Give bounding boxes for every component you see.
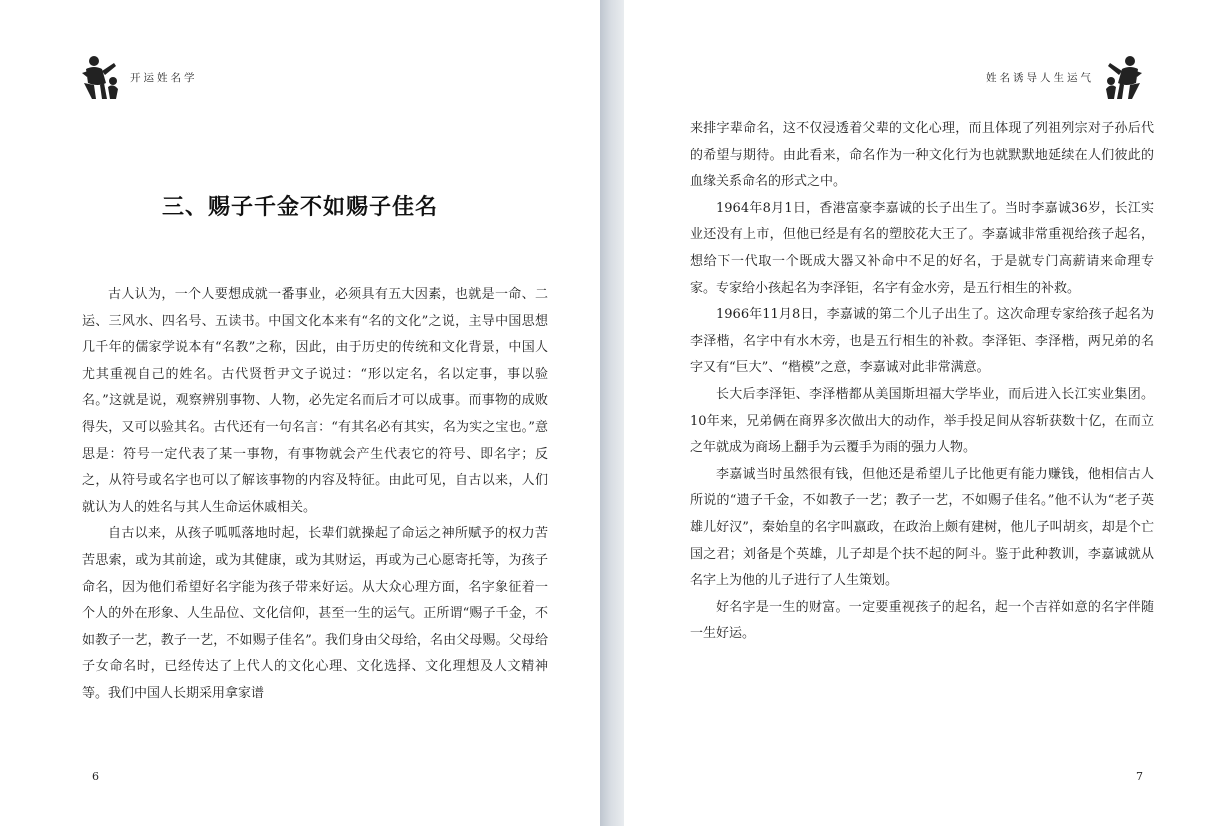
woodcut-figure-ornament-icon: [80, 53, 120, 101]
chapter-title: 三、赐子千金不如赐子佳名: [161, 194, 438, 220]
paragraph: 李嘉诚当时虽然很有钱，但他还是希望儿子比他更有能力赚钱，他相信古人所说的“遗子千金，不如教子一艺；教子一艺，不如赐子佳名。”他不认为“老子英雄儿好汉”，秦始皇的名字叫嬴政，在政治上颇有建树，他儿子叫胡亥，却是个亡国之君；刘备是个英雄，儿子却是个扶不起的阿斗。鉴于此种教训，李嘉诚就从名字上为他的儿子进行了人生策划。: [690, 466, 1154, 589]
paragraph: 1966年11月8日，李嘉诚的第二个儿子出生了。这次命理专家给孩子起名为李泽楷，名字中有水木旁，也是五行相生的补救。李泽钜、李泽楷，两兄弟的名字又有“巨大”、“楷模”之意，李嘉诚对此非常满意。: [690, 307, 1154, 376]
paragraph: 好名字是一生的财富。一定要重视孩子的起名，起一个吉祥如意的名字伴随一生好运。: [690, 599, 1154, 642]
left-page-number: 6: [92, 770, 99, 783]
left-running-header: [80, 52, 198, 102]
continuation-paragraph: 来排字辈命名，这不仅浸透着父辈的文化心理，而且体现了列祖列宗对子孙后代的希望与期待。由此看来，命名作为一种文化行为也就默默地延续在人们彼此的血缘关系命名的形式之中。: [690, 121, 1154, 190]
left-header-text: 开运姓名学: [130, 71, 198, 84]
right-body-text: [690, 116, 1154, 648]
right-page-number: 7: [1136, 770, 1143, 783]
left-body-text: [82, 282, 548, 708]
paragraph: 古人认为，一个人要想成就一番事业，必须具有五大因素，也就是一命、二运、三风水、四名号、五读书。中国文化本来有“名的文化”之说，主导中国思想几千年的儒家学说本有“名教”之称，因此，由于历史的传统和文化背景，中国人尤其重视自己的姓名。古代贤哲尹文子说过：“形以定名，名以定事，事以验名。”这就是说，观察辨别事物、人物，必先定名而后才可以成事。而事物的成败得失，又可以验其名。古代还有一句名言：“有其名必有其实，名为实之宝也。”意思是：符号一定代表了某一事物，有事物就会产生代表它的符号、即名字；反之，从符号或名字也可以了解该事物的内容及特征。由此可见，自古以来，人们就认为人的姓名与其人生命运休戚相关。: [82, 287, 548, 515]
book-gutter: [600, 0, 624, 826]
paragraph: 1964年8月1日，香港富豪李嘉诚的长子出生了。当时李嘉诚36岁，长江实业还没有上市，但他已经是有名的塑胶花大王了。李嘉诚非常重视给孩子起名，想给下一代取一个既成大器又补命中不足的好名，于是就专门高薪请来命理专家。专家给小孩起名为李泽钜，名字有金水旁，是五行相生的补救。: [690, 200, 1154, 296]
left-page: [0, 0, 600, 826]
woodcut-figure-ornament-icon: [1104, 53, 1144, 101]
right-running-header: [986, 52, 1144, 102]
paragraph: 自古以来，从孩子呱呱落地时起，长辈们就操起了命运之神所赋予的权力苦苦思索，或为其前途，或为其健康，或为其财运，再或为己心愿寄托等，为孩子命名，因为他们希望好名字能为孩子带来好运。从大众心理方面，名字象征着一个人的外在形象、人生品位、文化信仰，甚至一生的运气。正所谓“赐子千金，不如教子一艺，教子一艺，不如赐子佳名”。我们身由父母给，名由父母赐。父母给子女命名时，已经传达了上代人的文化心理、文化选择、文化理想及人文精神等。我们中国人长期采用拿家谱: [82, 526, 548, 701]
paragraph: 长大后李泽钜、李泽楷都从美国斯坦福大学毕业，而后进入长江实业集团。10年来，兄弟俩在商界多次做出大的动作，举手投足间从容斩获数十亿，在而立之年就成为商场上翻手为云覆手为雨的强力人物。: [690, 386, 1154, 456]
right-header-text: 姓名诱导人生运气: [986, 71, 1094, 84]
